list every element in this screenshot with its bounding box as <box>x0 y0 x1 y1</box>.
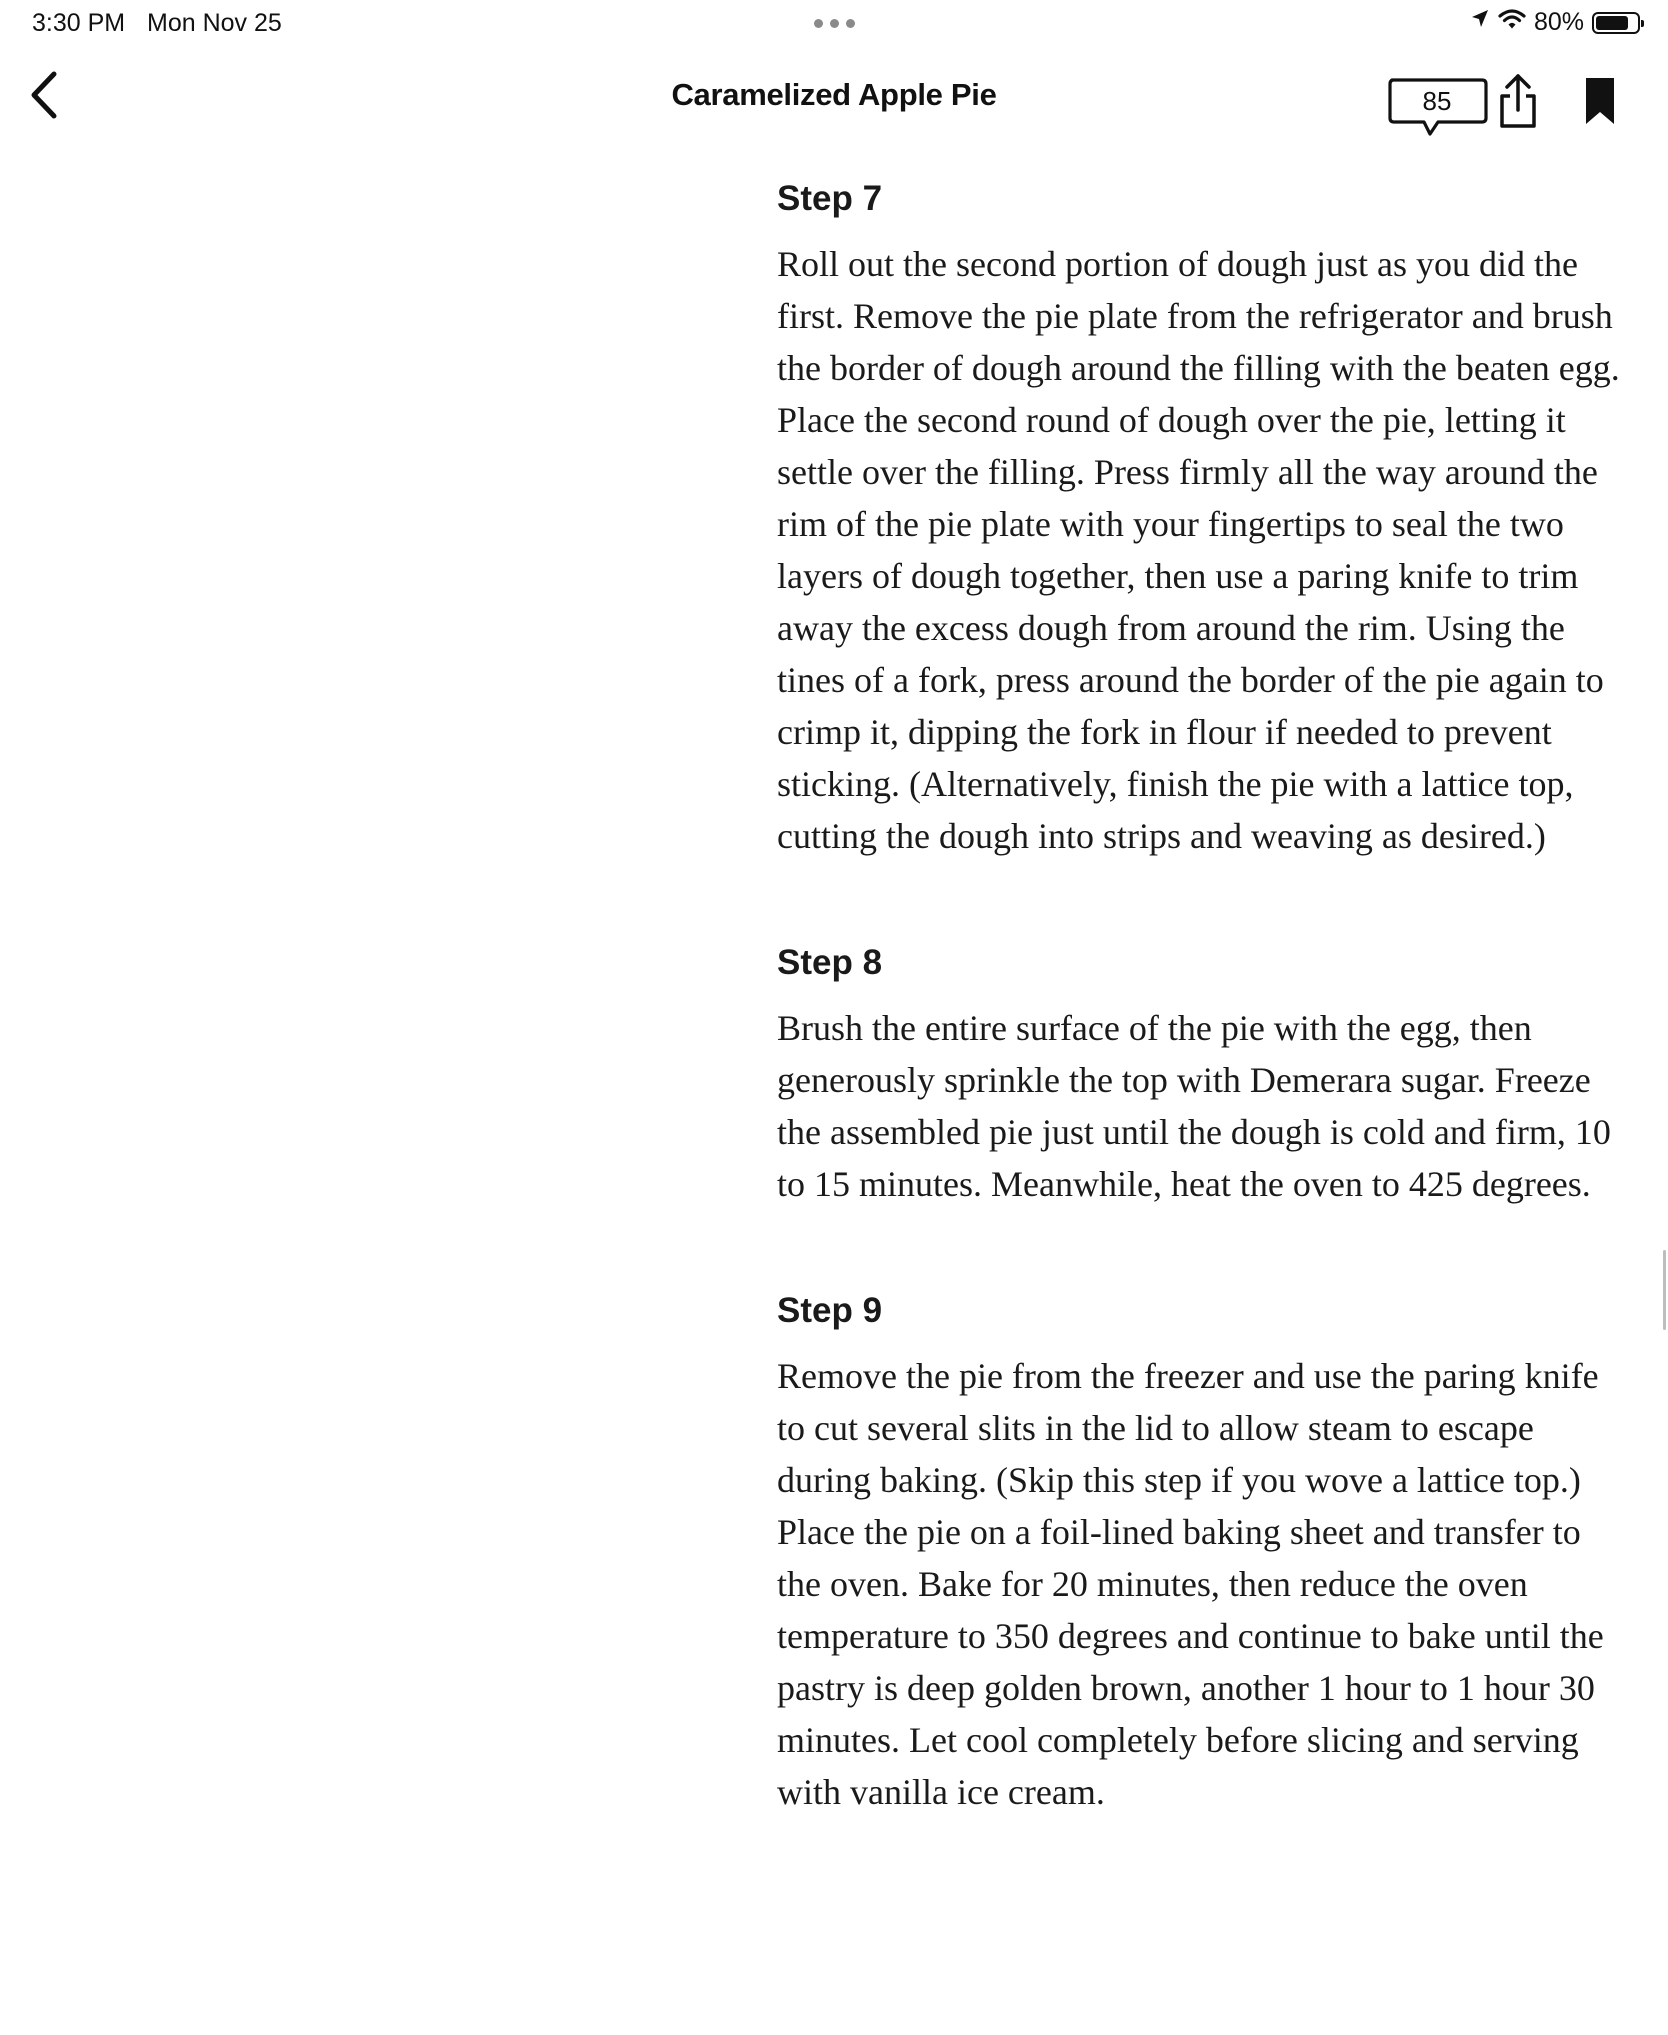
share-button[interactable] <box>1490 70 1546 134</box>
step-text: Roll out the second portion of dough just as you did the first. Remove the pie plate from the refrigerator and brush the border of dough around the filling with the beaten egg. Place the second round of dough over the pie, letting it settle over the filling. Press firmly all the way around the rim of the pie plate with your fingertips to seal the two layers of dough together, then use a paring knife to trim away the excess dough from around the rim. Using the tines of a fork, press around the border of the pie again to crimp it, dipping the fork in flour if needed to prevent sticking. (Alternatively, finish the pie with a lattice top, cutting the dough into strips and weaving as desired.) <box>777 244 1620 856</box>
step-item <box>777 936 1627 1210</box>
battery-percent: 80% <box>1533 8 1584 36</box>
comments-button[interactable] <box>1386 76 1490 138</box>
nav-bar <box>0 50 1668 150</box>
recipe-steps <box>777 172 1627 1892</box>
step-text: Brush the entire surface of the pie with the egg, then generously sprinkle the top with Demerara sugar. Freeze the assembled pie just until the dough is cold and firm, 10 to 15 minutes. Meanwhile, heat the oven to 425 degrees. <box>777 1008 1611 1204</box>
multitasking-dots[interactable] <box>814 19 855 28</box>
step-item <box>777 172 1627 862</box>
status-time: 3:30 PM <box>32 9 126 37</box>
wifi-icon <box>1498 8 1526 37</box>
status-bar <box>0 0 1668 48</box>
step-heading: Step 8 <box>777 943 883 982</box>
status-indicators <box>1470 8 1640 37</box>
bookmark-button[interactable] <box>1574 74 1626 134</box>
battery-icon <box>1592 12 1640 34</box>
step-item <box>777 1284 1627 1818</box>
comments-count: 85 <box>1422 86 1452 116</box>
step-heading: Step 9 <box>777 1291 883 1330</box>
share-icon <box>1490 70 1546 134</box>
page-title: Caramelized Apple Pie <box>671 77 997 112</box>
location-icon <box>1470 8 1490 37</box>
bookmark-icon <box>1574 74 1626 134</box>
status-date: Mon Nov 25 <box>147 9 282 37</box>
scroll-indicator[interactable] <box>1663 1250 1666 1330</box>
step-heading: Step 7 <box>777 179 883 218</box>
step-text: Remove the pie from the freezer and use the paring knife to cut several slits in the lid to allow steam to escape during baking. (Skip this step if you wove a lattice top.) Place the pie on a foil-lined baking sheet and transfer to the oven. Bake for 20 minutes, then reduce the oven temperature to 350 degrees and continue to bake until the pastry is deep golden brown, another 1 hour to 1 hour 30 minutes. Let cool completely before slicing and serving with vanilla ice cream. <box>777 1356 1604 1812</box>
